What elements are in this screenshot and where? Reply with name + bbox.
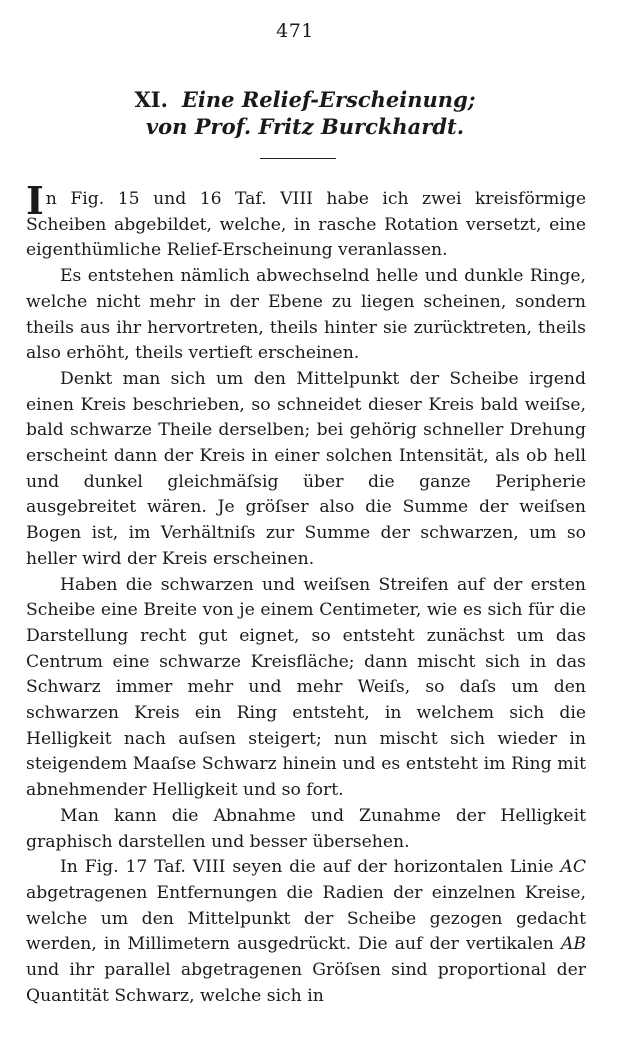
title-line-1 (0, 86, 610, 113)
page-number: 471 (276, 20, 314, 42)
drop-cap: I (26, 178, 44, 223)
paragraph-3: Denkt man sich um den Mittelpunkt der Scheibe irgend einen Kreis beschrieben, so schneidet dieser Kreis bald weiſse, bald schwarze Theile derselben; bei gehörig schneller Drehung erscheint dann der Kreis in einer solchen Intensität, als ob hell und dunkel gleichmäſsig über die ganze Peripherie ausgebreitet wären. Je gröſser also die Summe der weiſsen Bogen ist, im Verhältniſs zur Summe der schwarzen, um so heller wird der Kreis erscheinen. (26, 368, 586, 569)
paragraph-1 (26, 178, 586, 264)
line-label-ac: AC (560, 857, 586, 878)
paragraph-6-text-b: abgetragenen Entfernungen die Radien der einzelnen Kreise, welche um den Mittelpunkt der Scheibe gezogen gedacht werden, in Millimetern ausgedrückt. Die auf der vertikalen (26, 882, 586, 955)
article-title (0, 86, 610, 140)
paragraph-6-text-c: und ihr parallel abgetragenen Gröſsen sind proportional der Quantität Schwarz, welche sich in (26, 960, 586, 1006)
title-divider (260, 158, 336, 159)
paragraph-6 (26, 855, 586, 1009)
line-label-ab: AB (560, 934, 586, 955)
paragraph-5: Man kann die Abnahme und Zunahme der Helligkeit graphisch darstellen und besser übersehen. (26, 805, 586, 852)
section-number: XI. (134, 87, 168, 112)
paragraph-4: Haben die schwarzen und weiſsen Streifen auf der ersten Scheibe eine Breite von je einem Centimeter, wie es sich für die Darstellung recht gut eignet, so entsteht zunächst um das Centrum eine schwarze Kreisfläche; dann mischt sich in das Schwarz immer mehr und mehr Weiſs, so daſs um den schwarzen Kreis ein Ring entsteht, in welchem sich die Helligkeit nach auſsen steigert; nun mischt sich wieder in steigendem Maaſse Schwarz hinein und es entsteht im Ring mit abnehmender Helligkeit und so fort. (26, 574, 586, 801)
paragraph-2: Es entstehen nämlich abwechselnd helle und dunkle Ringe, welche nicht mehr in der Ebene zu liegen scheinen, sondern theils aus ihr hervortreten, theils hinter sie zurücktreten, theils also erhöht, theils vertieft erscheinen. (26, 266, 586, 364)
title-line-2: von Prof. Fritz Burckhardt. (145, 114, 465, 139)
paragraph-1-text: n Fig. 15 und 16 Taf. VIII habe ich zwei kreisförmige Scheiben abgebildet, welche, in rasche Rotation versetzt, eine eigenthümliche Relief-Erscheinung veranlassen. (26, 189, 586, 261)
paragraph-6-text-a: In Fig. 17 Taf. VIII seyen die auf der horizontalen Linie (60, 857, 554, 878)
title-main: Eine Relief-Erscheinung; (181, 87, 476, 112)
article-body (26, 178, 586, 1010)
